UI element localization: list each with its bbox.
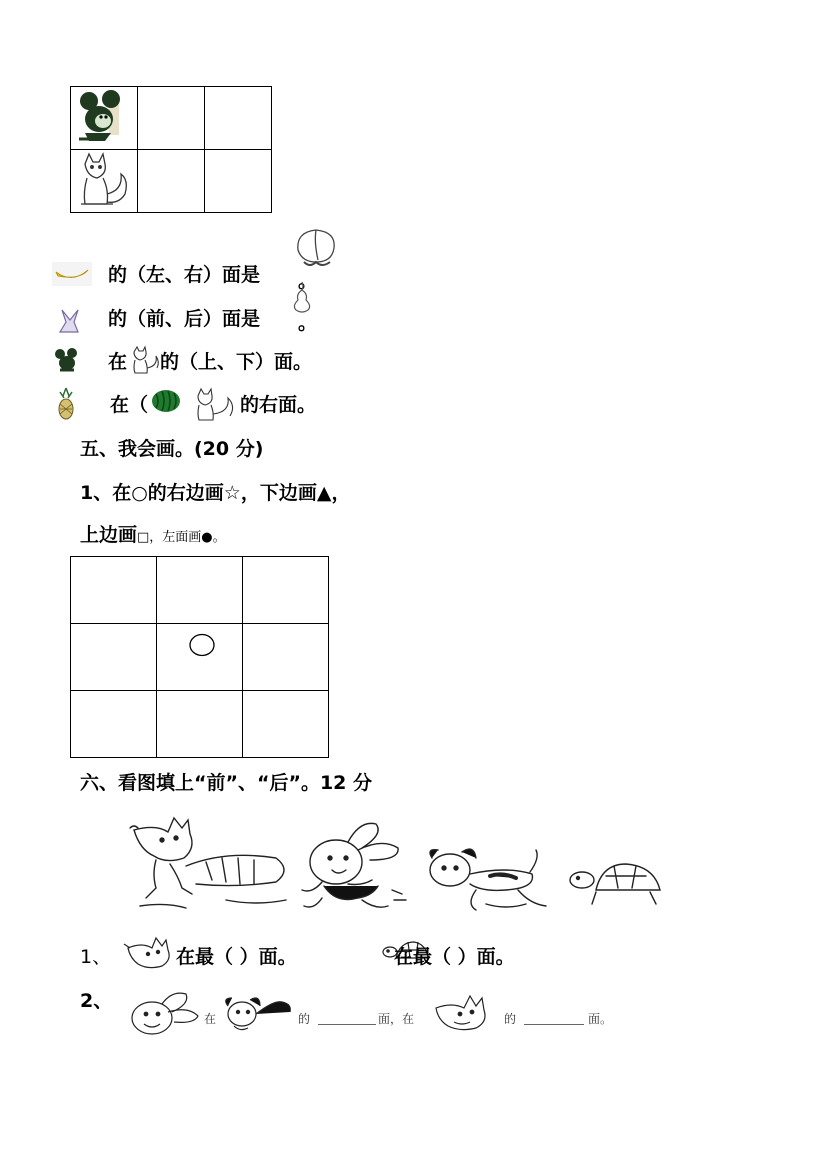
fox-icon bbox=[122, 936, 176, 970]
question-left-right bbox=[108, 262, 260, 288]
grid-cell bbox=[71, 150, 138, 213]
question-text-end: 。 bbox=[298, 270, 318, 292]
section-six-q2-de2: 的 bbox=[504, 1012, 517, 1026]
question-up-down bbox=[108, 349, 127, 375]
question-front-back bbox=[108, 306, 260, 332]
question-text: 的（前、后）面是 bbox=[108, 308, 261, 330]
answer-blank-1[interactable] bbox=[318, 1024, 376, 1025]
grid-cell[interactable] bbox=[243, 557, 329, 624]
watermelon-icon bbox=[150, 388, 182, 414]
fox-icon bbox=[192, 388, 238, 422]
grid-cell[interactable] bbox=[157, 557, 243, 624]
instruction-bold: 上边画 bbox=[80, 524, 138, 546]
grid-cell bbox=[138, 150, 205, 213]
question-text: 的（左、右）面是 bbox=[108, 264, 261, 286]
grid-cell[interactable] bbox=[243, 691, 329, 758]
pineapple-icon bbox=[54, 388, 78, 420]
question-text-end: 。 bbox=[298, 312, 318, 334]
answer-blank-2[interactable] bbox=[524, 1024, 584, 1025]
section-six-q2-de1: 的 bbox=[298, 1012, 311, 1026]
pear-icon bbox=[290, 280, 314, 314]
section-six-title: 六、看图填上“前”、“后”。12 分 bbox=[80, 772, 373, 794]
grid-cell[interactable] bbox=[71, 557, 157, 624]
section-six-q2-end: 面。 bbox=[588, 1012, 613, 1026]
rabbit-icon bbox=[128, 990, 200, 1036]
section-six-q2-num: 2、 bbox=[80, 990, 113, 1012]
grid-cell[interactable] bbox=[71, 691, 157, 758]
grid-cell bbox=[205, 150, 272, 213]
dog-icon bbox=[430, 849, 546, 910]
question-up-down-tail bbox=[160, 349, 312, 375]
fox-icon bbox=[130, 818, 286, 908]
question-punct bbox=[298, 310, 317, 336]
section-five-instruction-2 bbox=[80, 522, 226, 551]
rabbit-icon bbox=[52, 306, 86, 334]
question-right-tail bbox=[240, 392, 316, 418]
question-text: 在 bbox=[108, 351, 128, 373]
question-text-end: 的右面。 bbox=[240, 394, 317, 416]
grid-cell[interactable] bbox=[71, 624, 157, 691]
grid-cell[interactable] bbox=[157, 691, 243, 758]
section-six-q1-num: 1、 bbox=[80, 946, 112, 968]
section-six-q2-mid: 面，在 bbox=[378, 1012, 415, 1026]
section-five-instruction-1: 1、在○的右边画☆，下边画▲， bbox=[80, 482, 351, 504]
dog-icon bbox=[220, 992, 296, 1032]
section-six-q1-b: 在最（ ）面。 bbox=[394, 946, 515, 968]
drawing-grid-3x3 bbox=[70, 556, 329, 758]
mickey-icon bbox=[54, 348, 80, 374]
mickey-icon bbox=[71, 87, 133, 145]
instruction-rest: □，左面画●。 bbox=[137, 530, 226, 545]
fox-icon bbox=[130, 346, 160, 374]
grid-cell bbox=[138, 87, 205, 150]
grid-cell-center[interactable] bbox=[157, 624, 243, 691]
section-five-title: 五、我会画。(20 分) bbox=[80, 438, 264, 460]
circle-icon bbox=[188, 633, 216, 657]
question-text-end: 的（上、下）面。 bbox=[160, 351, 313, 373]
grid-cell[interactable] bbox=[243, 624, 329, 691]
section-six-q2-zai1: 在 bbox=[204, 1012, 217, 1026]
question-right bbox=[110, 392, 148, 418]
question-text: 在（ bbox=[110, 394, 149, 416]
peach-icon bbox=[290, 222, 342, 270]
grid-cell bbox=[71, 87, 138, 150]
fox-icon bbox=[71, 150, 133, 208]
fox-icon bbox=[430, 994, 504, 1034]
banana-icon bbox=[52, 262, 92, 286]
turtle-icon bbox=[570, 864, 660, 904]
grid-cell bbox=[205, 87, 272, 150]
rabbit-icon bbox=[302, 823, 406, 907]
section-six-q1-a: 在最（ ）面。 bbox=[176, 946, 297, 968]
animal-race-illustration bbox=[126, 814, 666, 918]
position-grid-2x3 bbox=[70, 86, 272, 213]
